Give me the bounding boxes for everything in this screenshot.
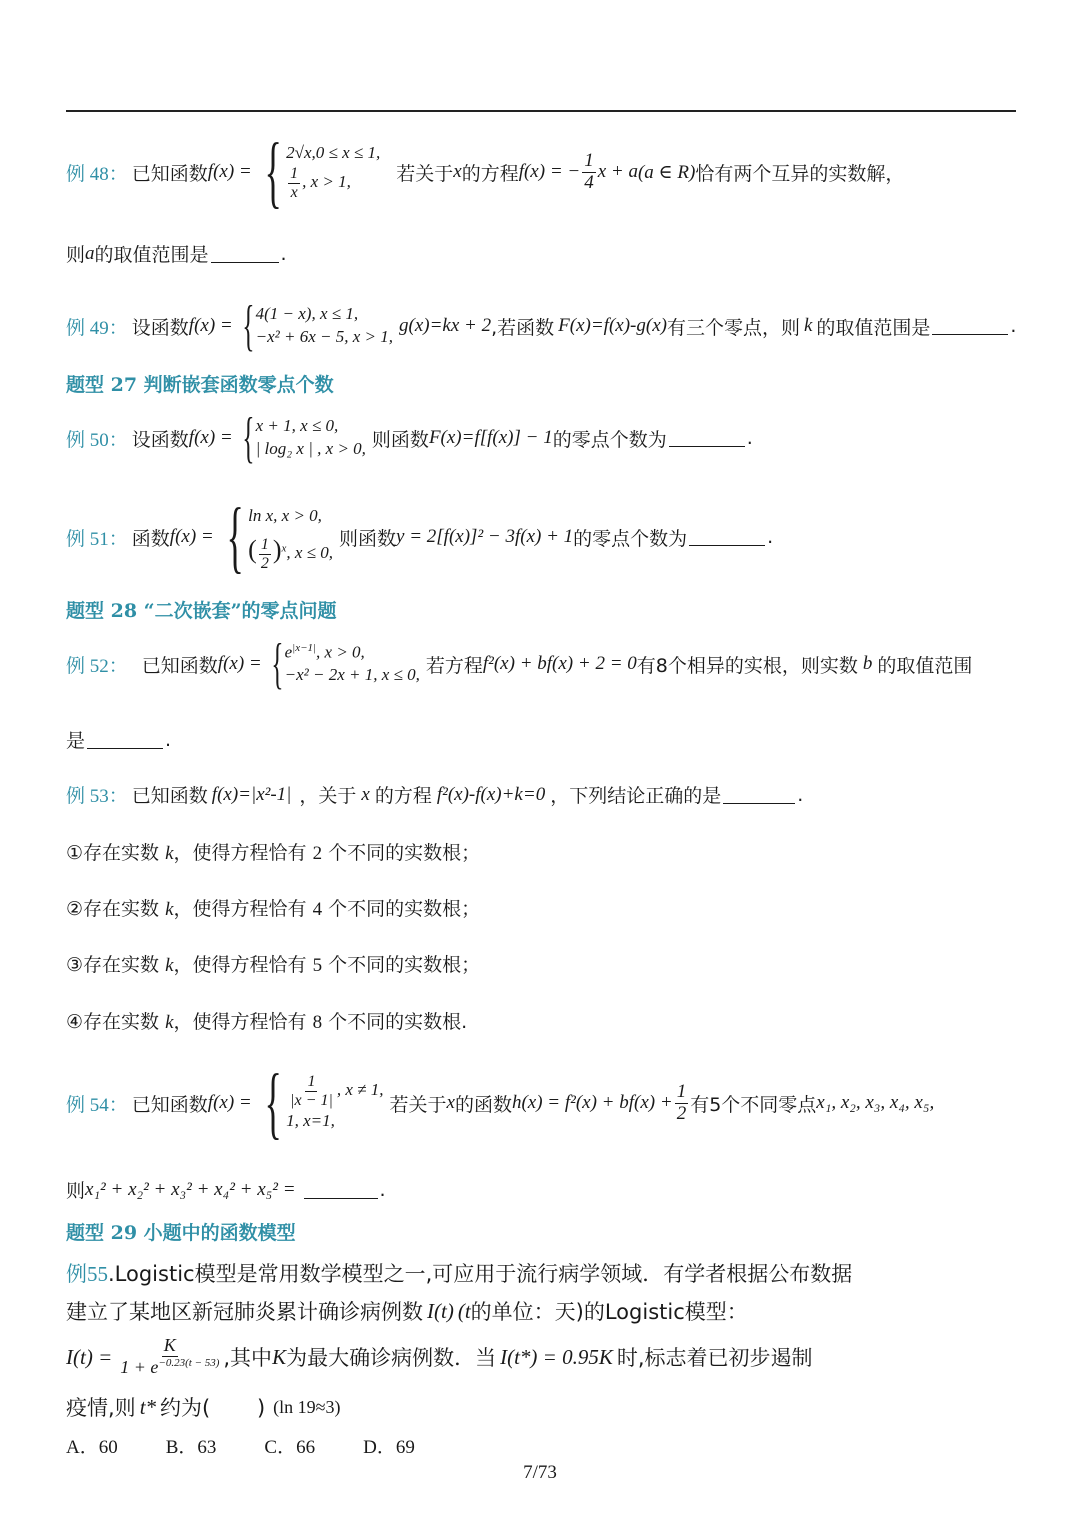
example-label: 例55 [66, 1262, 108, 1286]
example-54: 例 54 ： 已知函数 f(x) = { $\frac{1}{|x - 1|}$ , x ≠ 1, 1, x=1, 若关于 x 的函数 h(x) = f²(x) + bf(x) + $\frac{1}{2}$ 有5个不同零点 x₁, x₂, x₃, x₄, x₅, [66, 1059, 935, 1147]
option-2: ②存在实数 k，使得方程恰有 4 个不同的实数根； [66, 898, 481, 920]
piecewise-function: { $e^{|x-1|}$, x > 0, −x² − 2x + 1, x ≤ 0, [271, 633, 420, 695]
section-heading-28: 题型 28 “二次嵌套”的零点问题 [66, 600, 337, 622]
piecewise-function: { ln x, x > 0, ( $\frac{1}{2}$ )$^x$, x ≤ 0, [226, 493, 334, 581]
answer-choices [66, 1432, 415, 1459]
example-label: 例 51 [66, 528, 109, 550]
example-label: 例 53 [66, 786, 109, 807]
answer-blank[interactable] [304, 1197, 378, 1199]
header-rule [66, 110, 1016, 112]
example-48-line2: 则 a 的取值范围是 . [66, 242, 287, 266]
example-48: 例 48 ： 已知函数 f(x) = { 2√x,0 ≤ x ≤ 1, $\frac{1}{x}$ , x > 1, 若关于 x 的方程 f(x) = − $\frac{1}{4}$ x + a (a ∈ R) 恰有两个互异的实数解， [66, 128, 905, 216]
example-label: 例 50 [66, 429, 109, 451]
answer-blank[interactable] [87, 747, 163, 749]
example-55-line4: 疫情,则 t* 约为( ) (ln 19≈3) [66, 1394, 341, 1420]
example-50: 例 50 ： 设函数 f(x) = { x + 1, x ≤ 0, | log₂ x | , x > 0, 则函数 F(x)=f[f(x)] − 1 的零点个数为 . [66, 407, 753, 469]
section-heading-29: 题型 29 小题中的函数模型 [66, 1222, 296, 1244]
example-52: 例 52 ： 已知函数 f(x) = { $e^{|x-1|}$, x > 0, −x² − 2x + 1, x ≤ 0, 若方程 f²(x) + bf(x) + 2 = 0 有8个相异的实根，则实数 b 的取值范围 [66, 633, 973, 695]
example-label: 例 48 [66, 163, 109, 185]
example-54-line2: 则 x₁² + x₂² + x₃² + x₄² + x₅² = . [66, 1178, 386, 1202]
option-3: ③存在实数 k，使得方程恰有 5 个不同的实数根； [66, 954, 481, 976]
choice-b[interactable]: B．63 [165, 1437, 217, 1458]
option-1: ①存在实数 k，使得方程恰有 2 个不同的实数根； [66, 842, 481, 864]
section-heading-27: 题型 27 判断嵌套函数零点个数 [66, 374, 334, 396]
answer-blank[interactable] [932, 333, 1008, 335]
example-55-line3: I(t) = $\frac{K}{1 + e^{-0.23(t - 53)}}$ ,其中 K 为最大确诊病例数．当 I(t*) = 0.95K 时,标志着已初步遏制 [66, 1335, 813, 1377]
choice-a[interactable]: A．60 [66, 1437, 118, 1458]
example-55-line2: 建立了某地区新冠肺炎累计确诊病例数 I(t) (t 的单位：天)的Logistic模型： [66, 1298, 748, 1324]
example-53: 例 53 ： 已知函数 f(x)=|x²-1| ，关于 x 的方程 f²(x)-f(x)+k=0 ，下列结论正确的是 . [66, 781, 803, 808]
example-label: 例 52 [66, 655, 109, 677]
page-number: 7/73 [523, 1462, 557, 1483]
example-51: 例 51 ： 函数 f(x) = { ln x, x > 0, ( $\frac{1}{2}$ )$^x$, x ≤ 0, 则函数 y = 2[f(x)]² − 3f(x) + 1 的零点个数为 . [66, 493, 774, 581]
piecewise-function: { $\frac{1}{|x - 1|}$ , x ≠ 1, 1, x=1, [264, 1059, 384, 1147]
example-55: 例55 .Logistic模型是常用数学模型之一,可应用于流行病学领域．有学者根据公布数据 [66, 1258, 852, 1288]
example-label: 例 54 [66, 1094, 109, 1116]
example-49: 例 49 ： 设函数 f(x) = { 4(1 − x), x ≤ 1, −x² + 6x − 5, x > 1, g(x)=kx + 2 ,若函数 F(x)=f(x)-g(x) 有三个零点，则 k 的取值范围是 . [66, 295, 1017, 357]
choice-c[interactable]: C．66 [264, 1437, 316, 1458]
example-label: 例 49 [66, 317, 109, 339]
answer-blank[interactable] [211, 261, 279, 263]
piecewise-function: { x + 1, x ≤ 0, | log₂ x | , x > 0, [242, 407, 366, 469]
piecewise-function: { 2√x,0 ≤ x ≤ 1, $\frac{1}{x}$ , x > 1, [264, 128, 381, 216]
answer-blank[interactable] [669, 445, 745, 447]
example-52-line2: 是 . [66, 728, 172, 752]
answer-blank[interactable] [689, 544, 765, 546]
option-4: ④存在实数 k，使得方程恰有 8 个不同的实数根. [66, 1011, 468, 1033]
piecewise-function: { 4(1 − x), x ≤ 1, −x² + 6x − 5, x > 1, [242, 295, 393, 357]
answer-blank[interactable] [723, 802, 795, 804]
choice-d[interactable]: D．69 [363, 1437, 415, 1458]
